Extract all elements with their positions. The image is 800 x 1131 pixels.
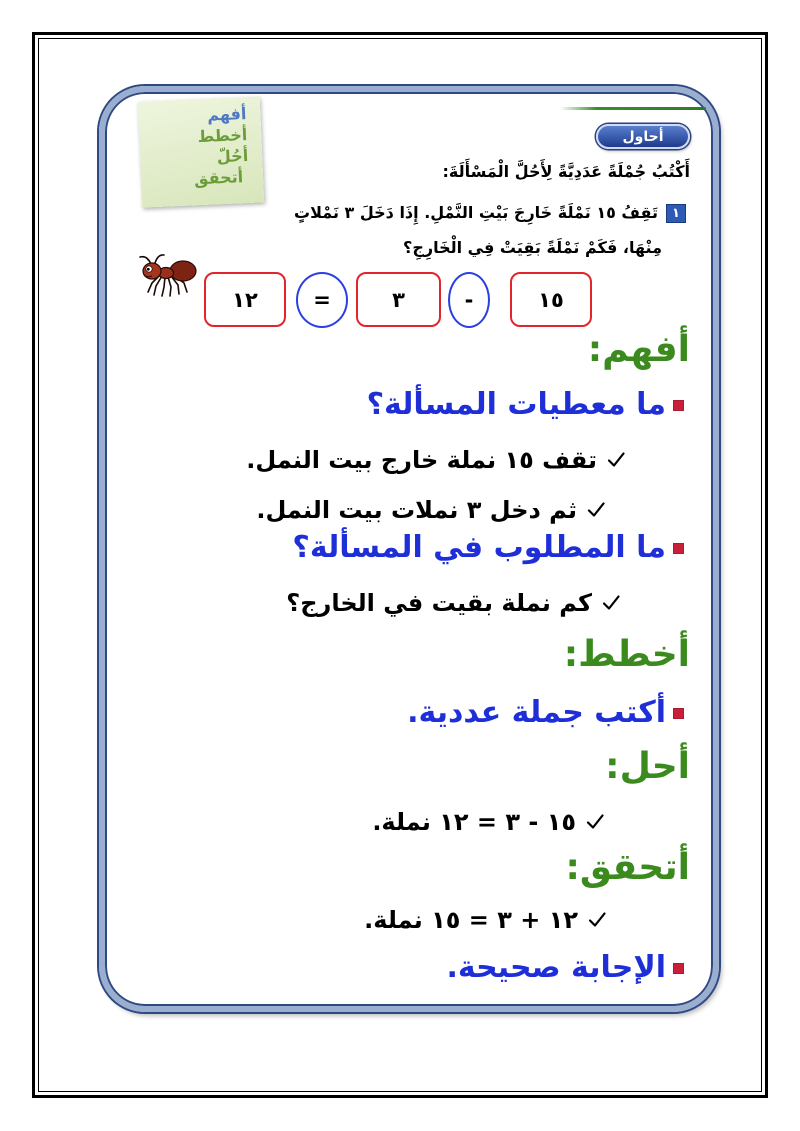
check-icon (587, 910, 607, 930)
given-item-text: ثم دخل ٣ نملات بيت النمل. (256, 496, 577, 524)
equation-box-minuend (510, 272, 592, 327)
header-accent-line (560, 107, 706, 110)
equation-result-value: ١٢ (232, 287, 258, 312)
given-item-row (246, 444, 626, 476)
plan-step-row (407, 693, 684, 733)
equation-subtrahend-value: ٣ (392, 287, 405, 312)
givens-question-row (367, 385, 684, 425)
instruction-text: أَكْتُبُ جُمْلَةً عَدَدِيَّةً لِأَحُلَّ الْمَسْأَلَةَ: (442, 162, 690, 181)
verify-work-text: ١٢ + ٣ = ١٥ نملة. (364, 906, 578, 934)
verify-heading: أتحقق: (565, 847, 690, 888)
note-step-verify: أتحقق (193, 167, 244, 189)
given-item-text: تقف ١٥ نملة خارج بيت النمل. (246, 446, 597, 474)
equation-box-result (204, 272, 286, 327)
sticky-note (138, 96, 265, 207)
note-step-plan: أخطط (197, 124, 248, 147)
ant-icon (138, 252, 198, 298)
solve-work-text: ١٥ - ٣ = ١٢ نملة. (372, 808, 576, 836)
verify-work-row (364, 904, 607, 936)
check-icon (606, 450, 626, 470)
givens-question: ما معطيات المسألة؟ (366, 387, 666, 422)
conclusion-text: الإجابة صحيحة. (446, 950, 666, 985)
understand-heading: أفهم: (587, 329, 690, 370)
solve-heading: أحل: (605, 746, 690, 787)
problem-text-line-2: مِنْهَا، فَكَمْ نَمْلَةً بَقِيَتْ فِي الْخَارِجِ؟ (403, 238, 662, 257)
plan-step-text: أكتب جملة عددية. (407, 695, 666, 730)
section-tab (596, 124, 690, 149)
check-icon (601, 593, 621, 613)
equation-box-subtrahend (356, 272, 441, 327)
required-question-row (292, 528, 684, 568)
required-item-text: كم نملة بقيت في الخارج؟ (286, 589, 592, 617)
check-icon (585, 812, 605, 832)
problem-number: ١ (672, 206, 680, 221)
section-tab-label: أحاول (622, 128, 664, 145)
problem-text-line-1: تَقِفُ ١٥ نَمْلَةً خَارِجَ بَيْتِ النَّمْلِ. إِذَا دَخَلَ ٣ نَمْلاتٍ (293, 203, 658, 222)
check-icon (586, 500, 606, 520)
equation-circle-equals (296, 272, 348, 328)
equation-minus-sign: - (464, 288, 474, 312)
given-item-row (256, 494, 606, 526)
equation-minuend-value: ١٥ (538, 287, 564, 312)
required-question: ما المطلوب في المسألة؟ (292, 530, 666, 565)
conclusion-row (447, 948, 684, 988)
note-step-solve: أحُلّ (216, 145, 249, 167)
solve-work-row (372, 806, 605, 838)
equation-equals-sign: = (313, 288, 331, 312)
square-bullet-icon (673, 963, 684, 974)
square-bullet-icon (673, 400, 684, 411)
square-bullet-icon (673, 543, 684, 554)
problem-number-badge (666, 204, 686, 223)
required-item-row (286, 587, 621, 619)
square-bullet-icon (673, 708, 684, 719)
note-step-understand: أفهم (206, 103, 247, 125)
equation-circle-minus (448, 272, 490, 328)
plan-heading: أخطط: (563, 634, 690, 675)
